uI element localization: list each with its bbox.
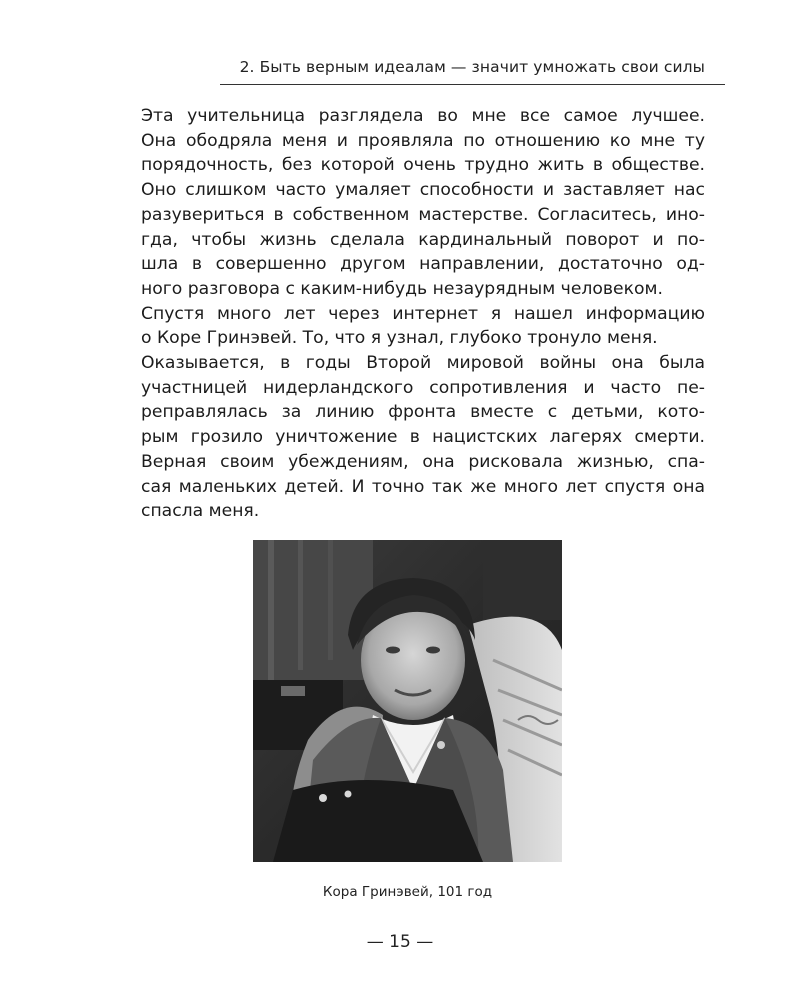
- paragraph-1: [111, 104, 705, 302]
- paragraph-3: [111, 351, 705, 524]
- photo-caption: Кора Гринэвей, 101 год: [322, 884, 493, 900]
- portrait-photo: [253, 540, 562, 862]
- text-line: гда, чтобы жизнь сделала кардинальный поворот и по-: [141, 229, 705, 250]
- text-line: порядочность, без которой очень трудно жить в обществе.: [141, 155, 705, 176]
- body-text: [111, 104, 705, 524]
- text-line: шла в совершенно другом направлении, достаточно од-: [141, 254, 705, 275]
- text-line: Она ободряла меня и проявляла по отношению ко мне ту: [141, 130, 705, 151]
- text-line: рым грозило уничтожение в нацистских лагерях смерти.: [141, 427, 705, 448]
- text-line: о Коре Гринэвей. То, что я узнал, глубоко тронуло меня.: [141, 328, 658, 349]
- running-header: 2. Быть верным идеалам — значит умножать свои силы: [239, 58, 705, 76]
- text-line: Верная своим убеждениям, она рисковала жизнью, спа-: [141, 451, 705, 472]
- text-line: спасла меня.: [141, 501, 260, 522]
- text-line: Оказывается, в годы Второй мировой войны она была: [141, 353, 705, 374]
- text-line: реправлялась за линию фронта вместе с детьми, кото-: [141, 402, 705, 423]
- paragraph-2: [111, 302, 705, 351]
- page-number: — 15 —: [366, 932, 434, 952]
- text-line: участницей нидерландского сопротивления и часто пе-: [141, 377, 705, 398]
- text-line: Спустя много лет через интернет я нашел информацию: [141, 303, 705, 324]
- text-line: сая маленьких детей. И точно так же много лет спустя она: [141, 476, 705, 497]
- text-line: разувериться в собственном мастерстве. Согласитесь, ино-: [141, 204, 705, 225]
- text-line: ного разговора с каким-нибудь незаурядным человеком.: [141, 278, 663, 299]
- header-divider: [220, 84, 725, 85]
- text-line: Оно слишком часто умаляет способности и заставляет нас: [141, 180, 705, 201]
- text-line: Эта учительница разглядела во мне все самое лучшее.: [141, 106, 705, 126]
